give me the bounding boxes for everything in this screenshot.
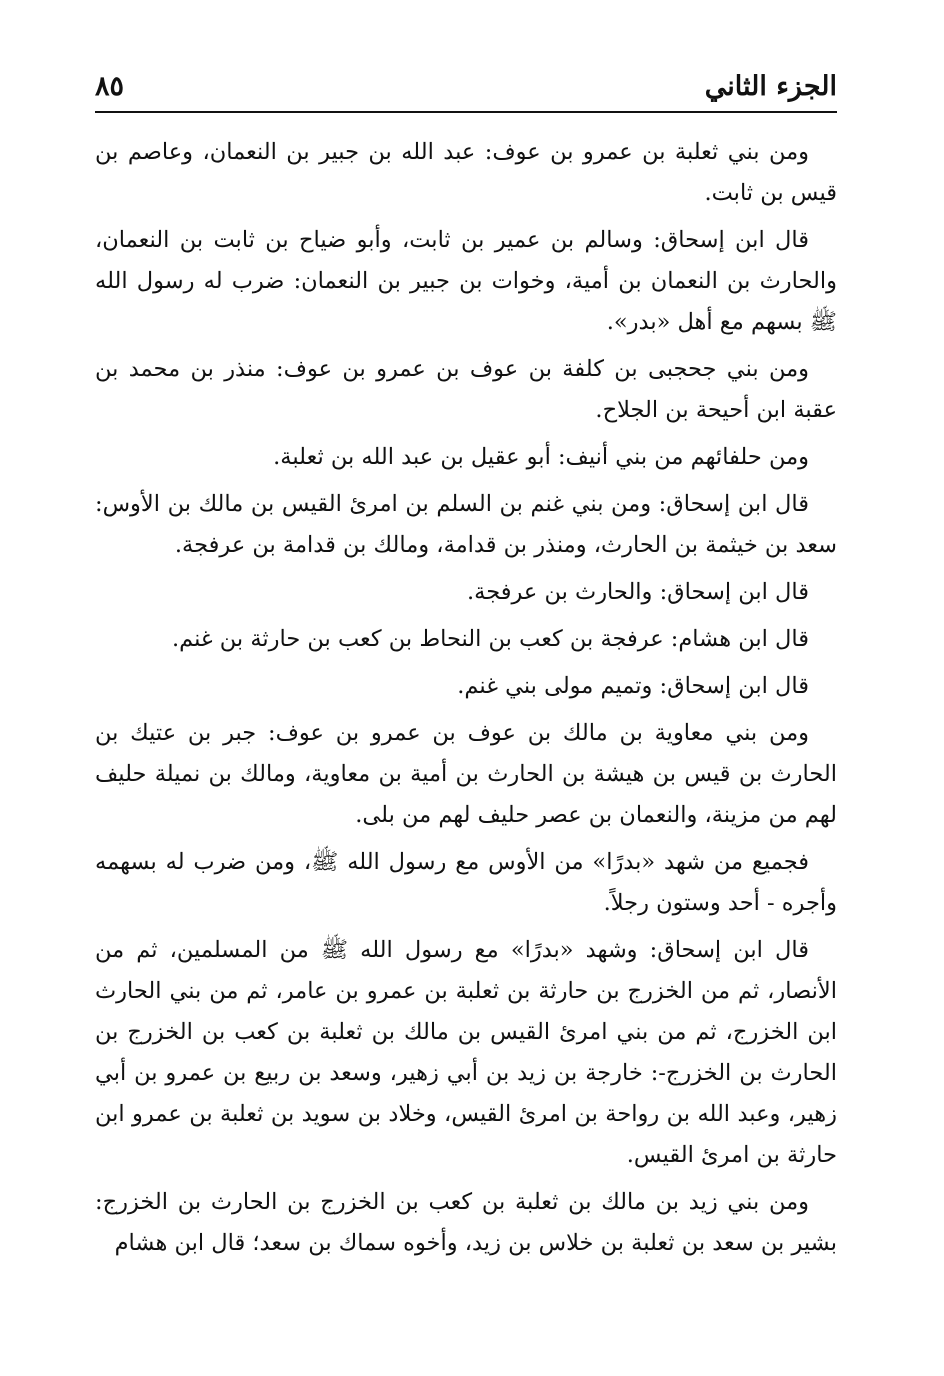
paragraph: ومن حلفائهم من بني أنيف: أبو عقيل بن عبد الله بن ثعلبة. [273,444,809,470]
paragraph: قال ابن إسحاق: والحارث بن عرفجة. [466,579,809,605]
paragraph: قال ابن إسحاق: وسالم بن عمير بن ثابت، وأبو ضياح بن ثابت بن النعمان، والحارث بن النعمان بن أمية، وخوات بن جبير بن النعمان: ضرب له رسول الله ﷺ بسهم مع أهل «بدر». [95,227,837,335]
header-rule [95,111,837,113]
paragraph: ومن بني زيد بن مالك بن ثعلبة بن كعب بن الخزرج بن الحارث بن الخزرج: بشير بن سعد بن ثعلبة بن خلاس بن زيد، وأخوه سماك بن سعد؛ قال ابن هشام [95,1189,837,1256]
paragraph: ومن بني ثعلبة بن عمرو بن عوف: عبد الله بن جبير بن النعمان، وعاصم بن قيس بن ثابت. [95,139,837,206]
body-text [95,132,837,1270]
running-title: الجزء الثاني [704,70,837,102]
paragraph: ومن بني معاوية بن مالك بن عوف بن عمرو بن عوف: جبر بن عتيك بن الحارث بن قيس بن هيشة بن الحارث بن أمية بن معاوية، ومالك بن نميلة حليف لهم من مزينة، والنعمان بن عصر حليف لهم من بلى. [95,720,837,828]
paragraph: قال ابن إسحاق: وشهد «بدرًا» مع رسول الله ﷺ من المسلمين، ثم من الأنصار، ثم من الخزرج بن حارثة بن ثعلبة بن عمرو بن عامر، ثم من بني الحارث ابن الخزرج، ثم من بني امرئ القيس بن مالك بن ثعلبة بن كعب بن الخزرج بن الحارث بن الخزرج-: خارجة بن زيد بن أبي زهير، وسعد بن ربيع بن عمرو بن أبي زهير، وعبد الله بن رواحة بن امرئ القيس، وخلاد بن سويد بن ثعلبة بن عمرو ابن حارثة بن امرئ القيس. [95,937,837,1168]
page-number: ٨٥ [95,70,125,102]
page-header [95,62,837,110]
paragraph: فجميع من شهد «بدرًا» من الأوس مع رسول الله ﷺ، ومن ضرب له بسهمه وأجره - أحد وستون رجلاً. [95,849,837,916]
paragraph: قال ابن إسحاق: وتميم مولى بني غنم. [457,673,809,699]
paragraph: ومن بني جحجبى بن كلفة بن عوف بن عمرو بن عوف: منذر بن محمد بن عقبة ابن أحيحة بن الجلاح. [95,356,837,423]
paragraph: قال ابن إسحاق: ومن بني غنم بن السلم بن امرئ القيس بن مالك بن الأوس: سعد بن خيثمة بن الحارث، ومنذر بن قدامة، ومالك بن قدامة بن عرفجة. [95,491,837,558]
paragraph: قال ابن هشام: عرفجة بن كعب بن النحاط بن كعب بن حارثة بن غنم. [171,626,809,652]
